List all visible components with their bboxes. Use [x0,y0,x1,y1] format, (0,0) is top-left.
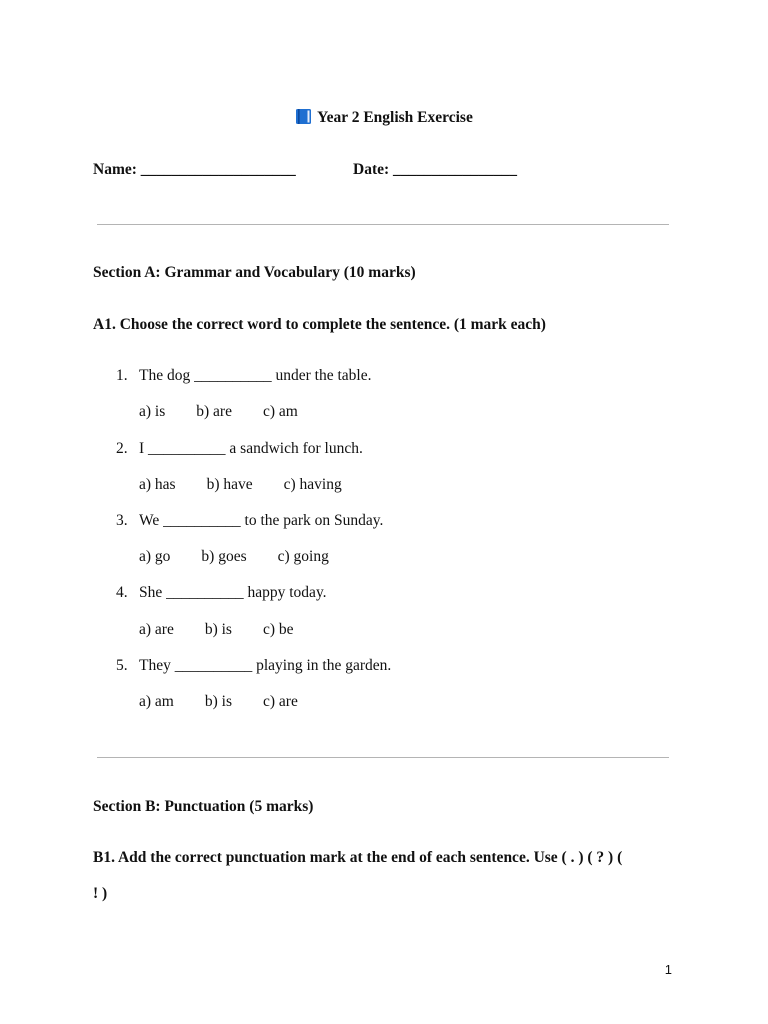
option-c: c) having [283,476,342,493]
option-a: a) am [139,693,174,710]
blue-book-icon [295,108,312,125]
section-a-heading: Section A: Grammar and Vocabulary (10 marks) [93,264,416,281]
question-number: 3. [116,512,128,529]
option-a: a) go [139,548,171,565]
question-options [139,476,373,494]
option-a: a) are [139,621,174,638]
name-field: Name: ____________________ [93,161,296,178]
option-c: c) going [277,548,329,565]
option-b: b) have [206,476,253,493]
question-text: We __________ to the park on Sunday. [139,512,384,529]
option-a: a) has [139,476,176,493]
question-number: 1. [116,367,128,384]
option-b: b) is [204,621,232,638]
option-a: a) is [139,403,166,420]
question-number: 4. [116,584,128,601]
question-group-b1-line2: ! ) [93,885,108,902]
option-b: b) goes [201,548,247,565]
question-number: 5. [116,657,128,674]
option-b: b) are [196,403,232,420]
divider-top [97,224,669,225]
page-number: 1 [664,962,672,977]
question-text: She __________ happy today. [139,584,327,601]
question-text: I __________ a sandwich for lunch. [139,440,363,457]
question-group-a1: A1. Choose the correct word to complete the sentence. (1 mark each) [93,316,546,333]
document-title-text: Year 2 English Exercise [317,109,473,126]
divider-middle [97,757,669,758]
question-options [139,693,329,711]
date-field: Date: ________________ [353,161,518,178]
option-c: c) be [262,621,294,638]
question-options [139,403,329,421]
question-text: The dog __________ under the table. [139,367,372,384]
question-group-b1-line1: B1. Add the correct punctuation mark at the end of each sentence. Use ( . ) ( ? ) ( [93,849,623,866]
question-text: They __________ playing in the garden. [139,657,392,674]
question-options [139,621,325,639]
question-number: 2. [116,440,128,457]
section-b-heading: Section B: Punctuation (5 marks) [93,798,314,815]
question-options [139,548,360,566]
option-b: b) is [204,693,232,710]
option-c: c) are [262,693,298,710]
option-c: c) am [262,403,298,420]
document-title [0,108,768,127]
